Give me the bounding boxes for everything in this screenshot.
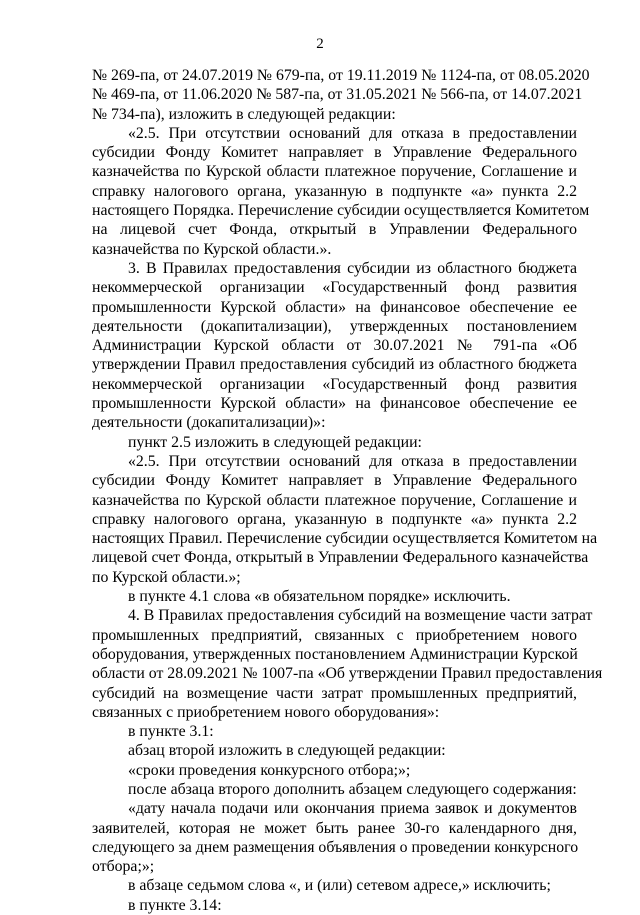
text-line: настоящего Порядка. Перечисление субсидии осуществляется Комитетом: [92, 202, 590, 220]
paragraph: [92, 761, 577, 780]
text-line: в пункте 4.1 слова «в обязательном порядке» исключить.: [128, 588, 511, 606]
text-line: по Курской области.»;: [92, 568, 241, 586]
text-line: в пункте 3.1:: [128, 723, 214, 741]
text-line: утверждении Правил предоставления субсидий из областного бюджета: [92, 356, 577, 374]
text-line: субсидий на возмещение части затрат промышленных предприятий,: [92, 684, 577, 702]
page-number: 2: [316, 36, 324, 52]
text-line: промышленности Курской области» на финансовое обеспечение ее: [92, 298, 577, 316]
text-line: некоммерческой организации «Государственный фонд развития: [92, 375, 577, 393]
paragraph: [92, 741, 577, 760]
text-line: 4. В Правилах предоставления субсидий на возмещение части затрат: [128, 607, 593, 625]
text-line: 3. В Правилах предоставления субсидии из областного бюджета: [128, 259, 577, 277]
document-body: [92, 66, 603, 915]
text-line: № 469-па, от 11.06.2020 № 587-па, от 31.05.2021 № 566-па, от 14.07.2021: [92, 86, 583, 104]
text-line: на лицевой счет Фонда, открытый в Управлении Федерального: [92, 221, 577, 239]
text-line: справку налогового органа, указанную в подпункте «а» пункта 2.2: [92, 510, 577, 528]
paragraph: [92, 896, 577, 915]
paragraph: [92, 780, 577, 799]
text-line: в пункте 3.14:: [128, 896, 222, 914]
text-line: деятельности (докапитализации)»:: [92, 414, 326, 432]
text-line: оборудования, утвержденных постановлением Администрации Курской: [92, 645, 578, 663]
text-line: субсидии Фонду Комитет направляет в Управление Федерального: [92, 144, 577, 162]
paragraph: [92, 433, 577, 452]
text-line: № 734-па), изложить в следующей редакции:: [92, 105, 396, 123]
text-line: некоммерческой организации «Государственный фонд развития: [92, 279, 577, 297]
paragraph: [92, 124, 590, 259]
text-line: казначейства по Курской области платежное поручение, Соглашение и: [92, 491, 577, 509]
text-line: пункт 2.5 изложить в следующей редакции:: [128, 433, 422, 451]
paragraph: [92, 587, 577, 606]
text-line: «дату начала подачи или окончания приема заявок и документов: [128, 800, 577, 818]
paragraph: [92, 66, 590, 124]
text-line: заявителей, которая не может быть ранее 30-го календарного дня,: [92, 819, 577, 837]
text-line: настоящих Правил. Перечисление субсидии осуществляется Комитетом на: [92, 530, 598, 548]
text-line: казначейства по Курской области платежное поручение, Соглашение и: [92, 163, 577, 181]
text-line: деятельности (докапитализации), утвержденных постановлением: [92, 317, 577, 335]
text-line: лицевой счет Фонда, открытый в Управлении Федерального казначейства: [92, 549, 589, 567]
text-line: абзац второй изложить в следующей редакции:: [128, 742, 446, 760]
text-line: отбора;»;: [92, 858, 155, 876]
paragraph: [92, 259, 577, 433]
text-line: справку налогового органа, указанную в подпункте «а» пункта 2.2: [92, 182, 577, 200]
text-line: «сроки проведения конкурсного отбора;»;: [128, 761, 411, 779]
text-line: «2.5. При отсутствии оснований для отказа в предоставлении: [128, 124, 577, 142]
text-line: субсидии Фонду Комитет направляет в Управление Федерального: [92, 472, 577, 490]
paragraph: [92, 876, 577, 895]
text-line: казначейства по Курской области.».: [92, 240, 332, 258]
text-line: в абзаце седьмом слова «, и (или) сетевом адресе,» исключить;: [128, 877, 551, 895]
paragraph: [92, 606, 603, 722]
text-line: № 269-па, от 24.07.2019 № 679-па, от 19.11.2019 № 1124-па, от 08.05.2020: [92, 67, 590, 84]
text-line: «2.5. При отсутствии оснований для отказа в предоставлении: [128, 452, 577, 470]
text-line: после абзаца второго дополнить абзацем следующего содержания:: [128, 780, 577, 798]
text-line: промышленности Курской области» на финансовое обеспечение ее: [92, 395, 577, 413]
text-line: промышленных предприятий, связанных с приобретением нового: [92, 626, 577, 644]
text-line: области от 28.09.2021 № 1007-па «Об утверждении Правил предоставления: [92, 665, 603, 683]
text-line: следующего за днем размещения объявления о проведении конкурсного: [92, 838, 579, 856]
paragraph: [92, 722, 577, 741]
paragraph: [92, 452, 598, 587]
text-line: связанных с приобретением нового оборудования»:: [92, 703, 440, 721]
paragraph: [92, 799, 577, 876]
text-line: Администрации Курской области от 30.07.2021 № 791-па «Об: [92, 337, 577, 355]
